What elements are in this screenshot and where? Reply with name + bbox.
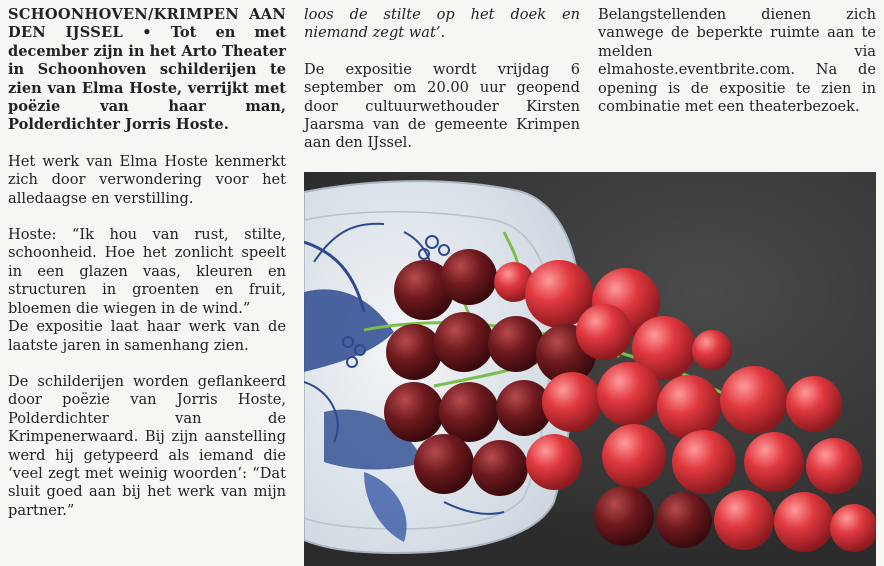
article-column-2 bbox=[304, 6, 580, 171]
registration-paragraph: Belangstellenden dienen zich vanwege de beperkte ruimte aan te melden via elmahoste.eventbrite.com. Na de opening is de expositie te zien in combinatie met een theaterbezoek. bbox=[598, 6, 876, 116]
article-column-1 bbox=[8, 6, 286, 538]
dateline: SCHOONHOVEN/KRIMPEN AAN DEN IJSSEL bbox=[8, 6, 286, 42]
paragraph-3a: Hoste: “Ik hou van rust, stilte, schoonheid. Hoe het zonlicht speelt in een glazen vaas, kleuren en structuren in groenten en fruit, bloemen die wiegen in de wind.” bbox=[8, 226, 286, 317]
poem-quote: loos de stilte op het doek en niemand zegt wat’. bbox=[304, 6, 580, 42]
paragraph-4: De schilderijen worden geflankeerd door poëzie van Jorris Hoste, Polderdichter van de Krimpenerwaard. Bij zijn aanstelling werd hij getypeerd als iemand die ‘veel zegt met weinig woorden’: “Dat sluit goed aan bij het werk van mijn partner.” bbox=[8, 372, 286, 519]
paragraph-3b: De expositie laat haar werk van de laatste jaren in samenhang zien. bbox=[8, 318, 286, 354]
article-column-3 bbox=[598, 6, 876, 134]
opening-paragraph: De expositie wordt vrijdag 6 september om 20.00 uur geopend door cultuurwethouder Kirsten Jaarsma van de gemeente Krimpen aan den IJssel. bbox=[304, 60, 580, 152]
painting-svg bbox=[304, 172, 876, 566]
painting-image bbox=[304, 172, 876, 566]
paragraph-2: Het werk van Elma Hoste kenmerkt zich door verwondering voor het alledaagse en verstilling. bbox=[8, 152, 286, 207]
dateline-bullet-icon: • bbox=[142, 24, 171, 42]
delft-plate bbox=[304, 181, 579, 553]
lead-paragraph bbox=[8, 6, 286, 135]
lead-text: Tot en met december zijn in het Arto Theater in Schoonhoven schilderijen te zien van Elma Hoste, verrijkt met poëzie van haar man, Polderdichter Jorris Hoste. bbox=[8, 24, 286, 134]
